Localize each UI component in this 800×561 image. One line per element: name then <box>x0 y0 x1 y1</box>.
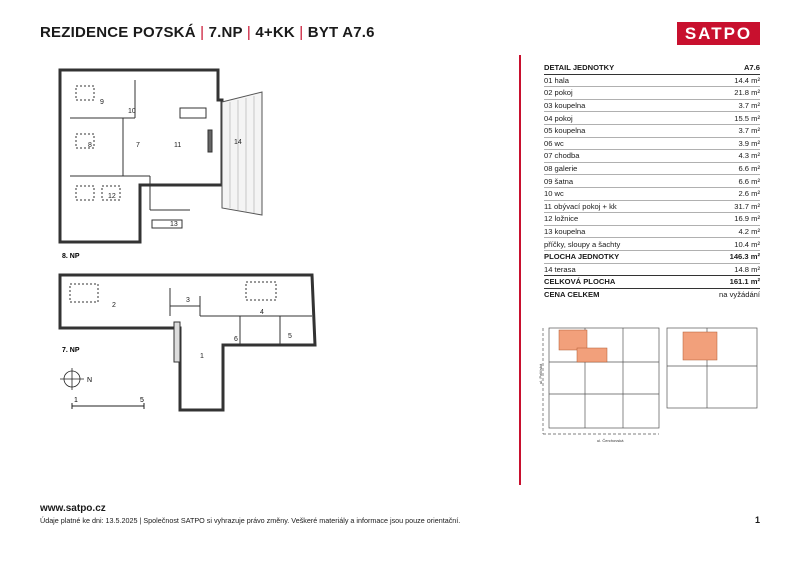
row-label: PLOCHA JEDNOTKY <box>544 250 698 263</box>
table-row <box>544 124 760 137</box>
room-number: 12 <box>108 193 116 200</box>
website-link[interactable]: www.satpo.cz <box>40 503 106 514</box>
table-row <box>544 225 760 238</box>
price-value: na vyžádání <box>719 290 760 299</box>
room-number: 6 <box>234 336 238 343</box>
table-row <box>544 213 760 226</box>
price-row <box>544 290 760 299</box>
room-number: 3 <box>186 297 190 304</box>
row-label: 11 obývací pokoj + kk <box>544 200 698 213</box>
floor-plans <box>40 60 510 490</box>
row-value: 161.1 m² <box>698 276 760 289</box>
row-value: 16.9 m² <box>698 213 760 226</box>
unit-name: BYT A7.6 <box>307 24 375 41</box>
north-label: N <box>87 377 93 384</box>
table-row <box>544 87 760 100</box>
table-row <box>544 200 760 213</box>
scale-start: 1 <box>74 397 78 404</box>
room-number: 11 <box>174 142 182 149</box>
table-row <box>544 112 760 125</box>
room-number: 14 <box>234 139 242 146</box>
row-value: 10.4 m² <box>698 238 760 251</box>
table-row <box>544 187 760 200</box>
room-number: 13 <box>170 221 178 228</box>
scale-end: 5 <box>140 397 144 404</box>
room-number: 4 <box>260 309 264 316</box>
project-name: REZIDENCE PO7SKÁ <box>40 24 196 41</box>
north-arrow <box>60 368 84 390</box>
row-label: 01 hala <box>544 74 698 87</box>
street-bottom-label: ul. Čerchovská <box>597 438 624 443</box>
row-value: 15.5 m² <box>698 112 760 125</box>
row-value: 3.7 m² <box>698 124 760 137</box>
row-value: 14.4 m² <box>698 74 760 87</box>
row-value: 31.7 m² <box>698 200 760 213</box>
unit-highlight <box>683 332 717 360</box>
row-value: 6.6 m² <box>698 175 760 188</box>
row-label: 03 koupelna <box>544 99 698 112</box>
floor-name: 7.NP <box>208 24 243 41</box>
title-separator: | <box>200 24 205 41</box>
lower-floor-label: 7. NP <box>62 347 80 354</box>
table-header-label: DETAIL JEDNOTKY <box>544 62 698 74</box>
row-label: 10 wc <box>544 187 698 200</box>
row-value: 21.8 m² <box>698 87 760 100</box>
row-label: příčky, sloupy a šachty <box>544 238 698 251</box>
grand-total-row <box>544 276 760 289</box>
table-header-row <box>544 62 760 74</box>
street-left-label: ul. Poličská <box>538 363 543 384</box>
row-label: 09 šatna <box>544 175 698 188</box>
disclaimer-text: Údaje platné ke dni: 13.5.2025 | Společnost SATPO si vyhrazuje právo změny. Veškeré materiály a informace jsou pouze orientační. <box>40 516 461 525</box>
table-header-value: A7.6 <box>698 62 760 74</box>
row-label: 14 terasa <box>544 263 698 276</box>
unit-detail-table <box>544 62 760 289</box>
unit-highlight <box>577 348 607 362</box>
row-label: 04 pokoj <box>544 112 698 125</box>
room-number: 9 <box>100 99 104 106</box>
lower-floor-plan <box>60 275 315 410</box>
table-row <box>544 74 760 87</box>
table-row <box>544 150 760 163</box>
title-separator: | <box>246 24 251 41</box>
row-label: 07 chodba <box>544 150 698 163</box>
table-row <box>544 175 760 188</box>
row-label: 02 pokoj <box>544 87 698 100</box>
page-number: 1 <box>755 515 761 525</box>
scale-bar <box>72 403 144 409</box>
upper-floor-label: 8. NP <box>62 253 80 260</box>
price-label: CENA CELKEM <box>544 290 600 299</box>
row-value: 14.8 m² <box>698 263 760 276</box>
unit-total-row <box>544 250 760 263</box>
row-value: 3.7 m² <box>698 99 760 112</box>
location-key-plan <box>537 322 763 447</box>
table-row <box>544 162 760 175</box>
row-label: 13 koupelna <box>544 225 698 238</box>
row-label: 05 koupelna <box>544 124 698 137</box>
room-number: 5 <box>288 333 292 340</box>
terrace-row <box>544 263 760 276</box>
room-number: 10 <box>128 108 136 115</box>
row-label: CELKOVÁ PLOCHA <box>544 276 698 289</box>
page-title <box>40 24 375 41</box>
layout-name: 4+KK <box>255 24 295 41</box>
room-number: 1 <box>200 353 204 360</box>
row-value: 6.6 m² <box>698 162 760 175</box>
table-row <box>544 238 760 251</box>
vertical-divider <box>519 55 521 485</box>
table-row <box>544 99 760 112</box>
row-value: 2.6 m² <box>698 187 760 200</box>
row-label: 06 wc <box>544 137 698 150</box>
title-separator: | <box>299 24 304 41</box>
row-label: 08 galerie <box>544 162 698 175</box>
row-value: 4.2 m² <box>698 225 760 238</box>
room-number: 7 <box>136 142 140 149</box>
upper-floor-plan <box>60 70 262 242</box>
satpo-logo: SATPO <box>677 22 760 45</box>
row-value: 146.3 m² <box>698 250 760 263</box>
row-value: 4.3 m² <box>698 150 760 163</box>
unit-highlight <box>559 330 587 350</box>
row-value: 3.9 m² <box>698 137 760 150</box>
room-number: 8 <box>88 142 92 149</box>
table-row <box>544 137 760 150</box>
row-label: 12 ložnice <box>544 213 698 226</box>
room-number: 2 <box>112 302 116 309</box>
